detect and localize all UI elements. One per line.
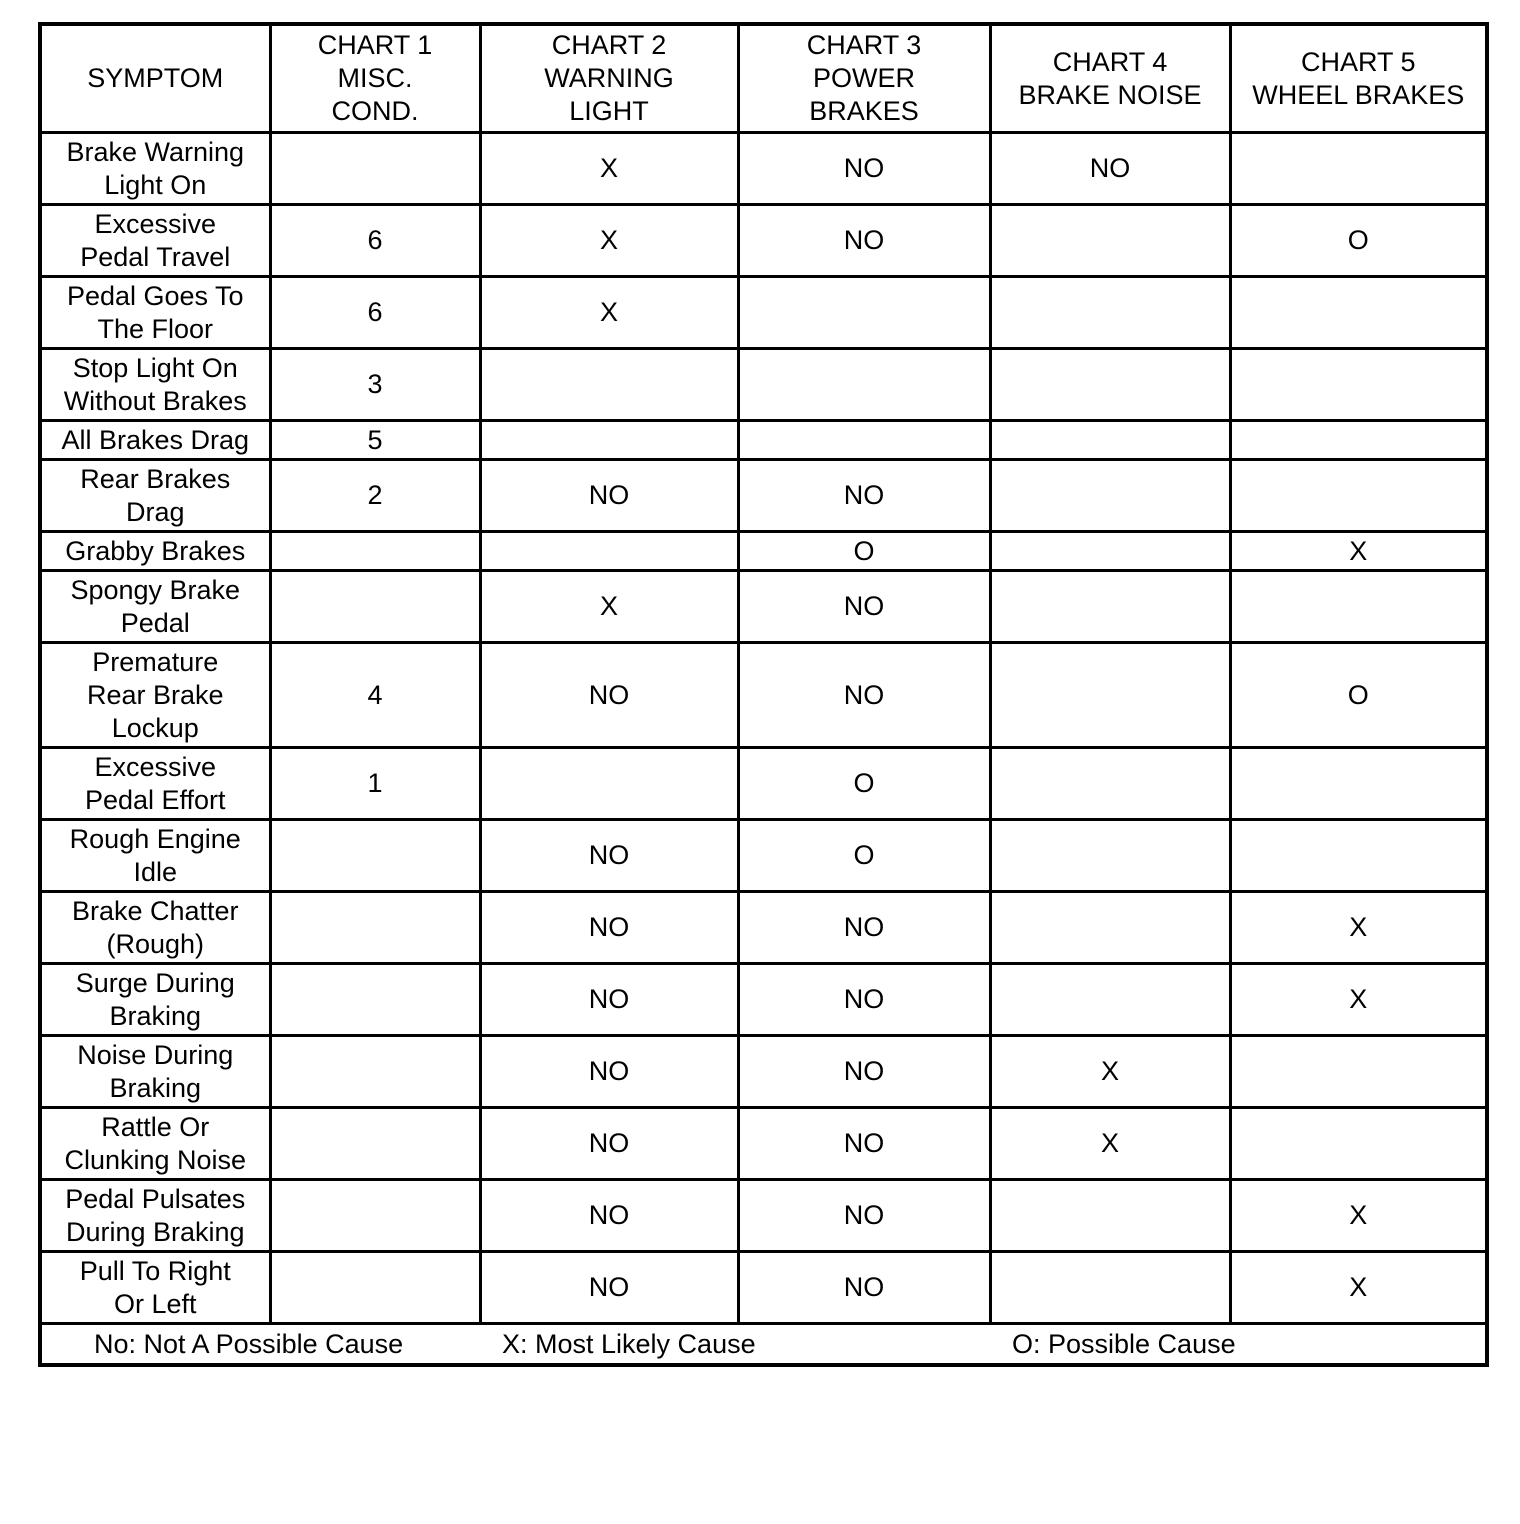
legend-row	[40, 1324, 1487, 1366]
chart-1-cell	[270, 532, 480, 571]
chart-1-cell	[270, 892, 480, 964]
chart-2-cell: X	[480, 133, 738, 205]
chart-3-cell: NO	[738, 1252, 990, 1324]
chart-2-cell	[480, 421, 738, 460]
chart-1-cell: 6	[270, 277, 480, 349]
chart-2-cell: NO	[480, 1108, 738, 1180]
chart-3-cell: NO	[738, 460, 990, 532]
chart-2-cell: NO	[480, 460, 738, 532]
symptom-cell: Spongy Brake Pedal	[40, 571, 270, 643]
chart-3-cell: NO	[738, 643, 990, 748]
header-chart-4: CHART 4 BRAKE NOISE	[990, 24, 1230, 133]
chart-5-cell	[1230, 421, 1487, 460]
chart-4-cell: X	[990, 1108, 1230, 1180]
table-row	[40, 643, 1487, 748]
header-chart-1: CHART 1 MISC. COND.	[270, 24, 480, 133]
symptom-cell: Rattle Or Clunking Noise	[40, 1108, 270, 1180]
table-row	[40, 205, 1487, 277]
header-chart-2: CHART 2 WARNING LIGHT	[480, 24, 738, 133]
chart-4-cell	[990, 1252, 1230, 1324]
chart-5-cell: X	[1230, 1180, 1487, 1252]
chart-3-cell: O	[738, 532, 990, 571]
chart-4-cell	[990, 748, 1230, 820]
chart-3-cell: NO	[738, 964, 990, 1036]
legend-o: O: Possible Cause	[1012, 1329, 1236, 1359]
chart-5-cell	[1230, 571, 1487, 643]
table-row	[40, 277, 1487, 349]
chart-5-cell	[1230, 133, 1487, 205]
symptom-cell: Brake Chatter (Rough)	[40, 892, 270, 964]
chart-4-cell	[990, 421, 1230, 460]
symptom-cell: Surge During Braking	[40, 964, 270, 1036]
chart-4-cell: X	[990, 1036, 1230, 1108]
chart-2-cell: X	[480, 205, 738, 277]
table-row	[40, 532, 1487, 571]
chart-5-cell	[1230, 820, 1487, 892]
symptom-cell: Grabby Brakes	[40, 532, 270, 571]
chart-3-cell	[738, 277, 990, 349]
brake-diagnosis-chart	[38, 22, 1489, 1367]
chart-2-cell: NO	[480, 1180, 738, 1252]
chart-5-cell: O	[1230, 205, 1487, 277]
chart-2-cell: NO	[480, 820, 738, 892]
chart-4-cell	[990, 892, 1230, 964]
chart-1-cell: 6	[270, 205, 480, 277]
table-row	[40, 748, 1487, 820]
symptom-cell: Rough Engine Idle	[40, 820, 270, 892]
chart-5-cell	[1230, 349, 1487, 421]
chart-3-cell: NO	[738, 571, 990, 643]
chart-1-cell	[270, 1108, 480, 1180]
chart-3-cell: NO	[738, 892, 990, 964]
header-symptom: SYMPTOM	[40, 24, 270, 133]
chart-1-cell: 3	[270, 349, 480, 421]
chart-3-cell	[738, 421, 990, 460]
chart-2-cell: NO	[480, 892, 738, 964]
chart-4-cell	[990, 205, 1230, 277]
chart-2-cell: NO	[480, 643, 738, 748]
symptom-cell: Brake Warning Light On	[40, 133, 270, 205]
table-row	[40, 349, 1487, 421]
chart-4-cell	[990, 571, 1230, 643]
chart-5-cell: X	[1230, 892, 1487, 964]
symptom-cell: Excessive Pedal Travel	[40, 205, 270, 277]
chart-1-cell	[270, 571, 480, 643]
chart-4-cell	[990, 1180, 1230, 1252]
chart-1-cell	[270, 964, 480, 1036]
legend-no: No: Not A Possible Cause	[94, 1329, 404, 1359]
chart-1-cell: 1	[270, 748, 480, 820]
symptom-cell: All Brakes Drag	[40, 421, 270, 460]
legend	[40, 1324, 1487, 1366]
chart-5-cell: O	[1230, 643, 1487, 748]
chart-4-cell	[990, 349, 1230, 421]
table-row	[40, 892, 1487, 964]
chart-1-cell	[270, 1252, 480, 1324]
table-row	[40, 1036, 1487, 1108]
chart-1-cell: 5	[270, 421, 480, 460]
table-row	[40, 460, 1487, 532]
symptom-cell: Noise During Braking	[40, 1036, 270, 1108]
chart-1-cell	[270, 1036, 480, 1108]
chart-5-cell	[1230, 748, 1487, 820]
chart-1-cell	[270, 820, 480, 892]
header-chart-5: CHART 5 WHEEL BRAKES	[1230, 24, 1487, 133]
table-row	[40, 1180, 1487, 1252]
chart-3-cell: NO	[738, 133, 990, 205]
symptom-cell: Rear Brakes Drag	[40, 460, 270, 532]
symptom-cell: Pedal Pulsates During Braking	[40, 1180, 270, 1252]
chart-5-cell	[1230, 1108, 1487, 1180]
table-row	[40, 571, 1487, 643]
chart-4-cell	[990, 532, 1230, 571]
chart-5-cell	[1230, 277, 1487, 349]
chart-3-cell: NO	[738, 205, 990, 277]
chart-2-cell: NO	[480, 1036, 738, 1108]
table-row	[40, 964, 1487, 1036]
chart-3-cell: O	[738, 820, 990, 892]
chart-5-cell: X	[1230, 532, 1487, 571]
chart-2-cell: X	[480, 277, 738, 349]
chart-1-cell	[270, 1180, 480, 1252]
chart-3-cell	[738, 349, 990, 421]
chart-2-cell: NO	[480, 1252, 738, 1324]
legend-x: X: Most Likely Cause	[502, 1329, 756, 1359]
chart-2-cell	[480, 748, 738, 820]
table-row	[40, 421, 1487, 460]
chart-2-cell	[480, 349, 738, 421]
header-row	[40, 24, 1487, 133]
chart-5-cell	[1230, 1036, 1487, 1108]
chart-1-cell: 2	[270, 460, 480, 532]
chart-3-cell: NO	[738, 1180, 990, 1252]
symptom-cell: Pull To Right Or Left	[40, 1252, 270, 1324]
chart-4-cell	[990, 460, 1230, 532]
symptom-cell: Premature Rear Brake Lockup	[40, 643, 270, 748]
symptom-cell: Stop Light On Without Brakes	[40, 349, 270, 421]
chart-2-cell: X	[480, 571, 738, 643]
table-row	[40, 133, 1487, 205]
chart-5-cell: X	[1230, 964, 1487, 1036]
header-chart-3: CHART 3 POWER BRAKES	[738, 24, 990, 133]
chart-3-cell: NO	[738, 1108, 990, 1180]
chart-5-cell	[1230, 460, 1487, 532]
chart-1-cell: 4	[270, 643, 480, 748]
chart-2-cell: NO	[480, 964, 738, 1036]
symptom-cell: Excessive Pedal Effort	[40, 748, 270, 820]
chart-3-cell: NO	[738, 1036, 990, 1108]
chart-4-cell	[990, 277, 1230, 349]
chart-4-cell	[990, 820, 1230, 892]
table-row	[40, 820, 1487, 892]
table-row	[40, 1252, 1487, 1324]
chart-3-cell: O	[738, 748, 990, 820]
chart-1-cell	[270, 133, 480, 205]
chart-4-cell: NO	[990, 133, 1230, 205]
chart-2-cell	[480, 532, 738, 571]
symptom-cell: Pedal Goes To The Floor	[40, 277, 270, 349]
chart-5-cell: X	[1230, 1252, 1487, 1324]
chart-4-cell	[990, 964, 1230, 1036]
table-row	[40, 1108, 1487, 1180]
chart-4-cell	[990, 643, 1230, 748]
